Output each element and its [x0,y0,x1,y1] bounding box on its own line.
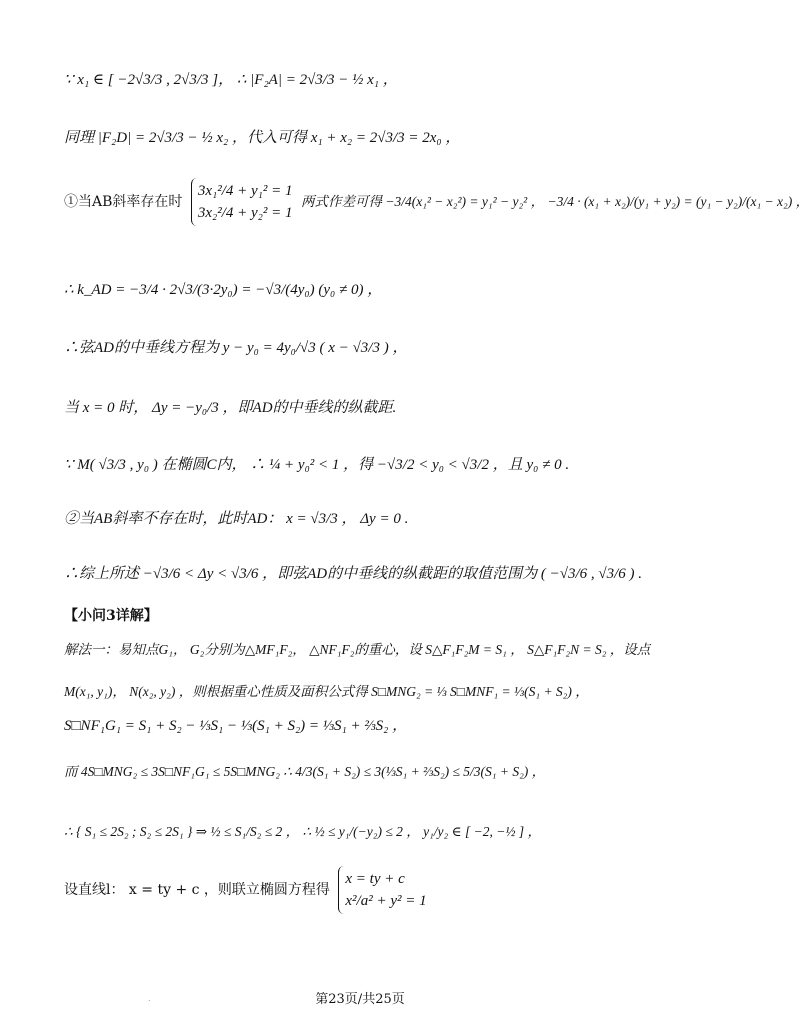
math-line-15: ∴ { S₁ ≤ 2S₂ ; S₂ ≤ 2S₁ } ⇒ ½ ≤ S₁/S₂ ≤ 2 ， ∴ ½ ≤ y₁/(−y₂) ≤ 2 ， y₁/y₂ ∈ [ −2, −½ ] ， [64,824,541,839]
math-line-2: 同理 |F₂D| = 2√3/3 − ½ x₂ ，代入可得 x₁ + x₂ = 2√3/3 = 2x₀ ， [64,130,461,146]
math-line-14: 而 4S□MNG₂ ≤ 3S□NF₁G₁ ≤ 5S□MNG₂ ∴ 4/3(S₁ + S₂) ≤ 3(⅓S₁ + ⅔S₂) ≤ 5/3(S₁ + S₂) ， [64,764,546,779]
math-line-12: M(x₁, y₁)， N(x₂, y₂) ，则根据重心性质及面积公式得 S□MNG₂ = ⅓ S□MNF₁ = ⅓(S₁ + S₂) ， [64,684,589,699]
scan-dot: . [148,994,151,1003]
math-line-3: ①当AB斜率存在时 3x₁²/4 + y₁² = 1 3x₂²/4 + y₂² = 1 两式作差可得 −3/4(x₁² − x₂²) = y₁² − y₂² ， −3/4 · (x₁ + x₂)/(y₁ + y₂) = (y₁ − y₂)/(x₁ − x₂) ， [64,178,680,226]
equation-system: 3x₁²/4 + y₁² = 1 3x₂²/4 + y₂² = 1 [191,178,293,226]
page-number: 第23页/共25页 [315,992,405,1007]
math-line-11: 解法一：易知点G₁， G₂分别为△MF₁F₂， △NF₁F₂的重心，设 S△F₁F₂M = S₁ ， S△F₁F₂N = S₂ ，设点 [64,642,651,657]
math-line-5: ∴弦AD的中垂线方程为 y − y₀ = 4y₀/√3 ( x − √3/3 ) ， [64,340,408,356]
math-line-16: 设直线l： x = ty + c ，则联立椭圆方程得 x = ty + c x²/a² + y² = 1 [64,866,680,914]
math-line-6: 当 x = 0 时， Δy = −y₀/3 ，即AD的中垂线的纵截距. [64,400,397,416]
section-heading: 【小问3详解】 [64,608,158,624]
math-line-1: ∵ x₁ ∈ [ −2√3/3 , 2√3/3 ]， ∴ |F₂A| = 2√3/3 − ½ x₁ ， [64,72,398,88]
math-line-4: ∴ k_AD = −3/4 · 2√3/(3·2y₀) = −√3/(4y₀) (y₀ ≠ 0) ， [64,282,383,298]
equation-system: x = ty + c x²/a² + y² = 1 [338,866,426,914]
math-line-8: ②当AB斜率不存在时，此时AD： x = √3/3 ， Δy = 0 . [64,511,409,527]
math-line-9: ∴综上所述 −√3/6 < Δy < √3/6 ，即弦AD的中垂线的纵截距的取值范围为 ( −√3/6 , √3/6 ) . [64,566,643,582]
math-line-13: S□NF₁G₁ = S₁ + S₂ − ⅓S₁ − ⅓(S₁ + S₂) = ⅓S₁ + ⅔S₂ ， [64,718,408,734]
math-line-7: ∵ M( √3/3 , y₀ ) 在椭圆C内， ∴ ¼ + y₀² < 1 ，得 −√3/2 < y₀ < √3/2 ，且 y₀ ≠ 0 . [64,457,570,473]
